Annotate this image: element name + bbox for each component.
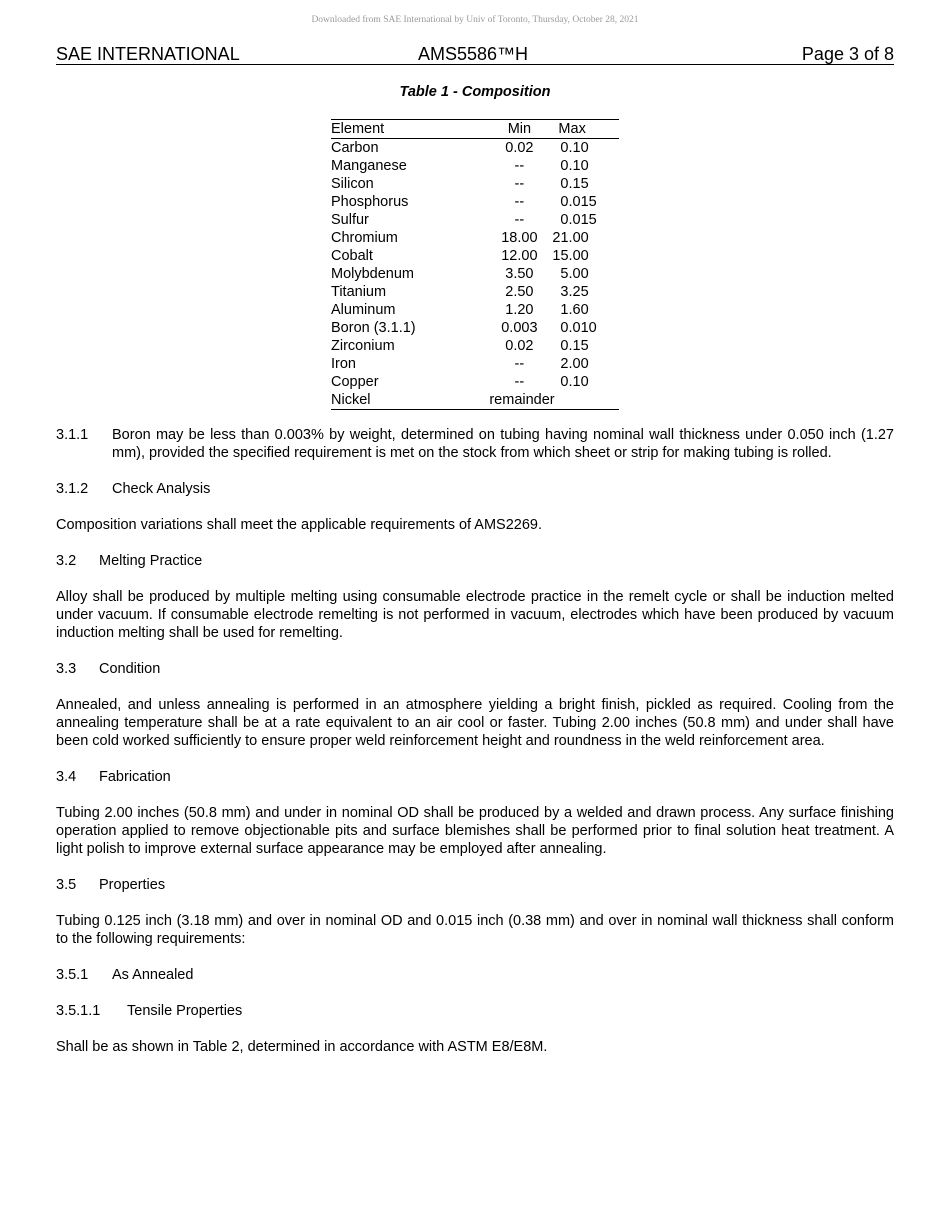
table-row bbox=[331, 157, 619, 175]
cell-max: 21.00 bbox=[552, 230, 589, 246]
cell-min: -- bbox=[514, 374, 525, 390]
cell-element: Iron bbox=[331, 356, 356, 372]
table-row bbox=[331, 301, 619, 319]
header-page-number: Page 3 of 8 bbox=[801, 44, 894, 64]
table1-title: Table 1 - Composition bbox=[399, 84, 551, 100]
table-header-row bbox=[331, 120, 619, 139]
cell-min: 3.50 bbox=[505, 266, 534, 282]
cell-min: -- bbox=[514, 194, 525, 210]
cell-min: 0.02 bbox=[505, 140, 534, 156]
table-row bbox=[331, 139, 619, 158]
cell-min: 2.50 bbox=[505, 284, 534, 300]
heading-3-3 bbox=[56, 660, 894, 678]
table-row bbox=[331, 283, 619, 301]
table-row bbox=[331, 193, 619, 211]
cell-max: 0.10 bbox=[560, 140, 589, 156]
cell-element: Cobalt bbox=[331, 248, 373, 264]
cell-max: 2.00 bbox=[560, 356, 589, 372]
cell-max: 15.00 bbox=[552, 248, 589, 264]
table-row bbox=[331, 229, 619, 247]
heading-3-1-2 bbox=[56, 480, 894, 498]
table-row-nickel bbox=[331, 391, 619, 410]
cell-max: 0.15 bbox=[560, 338, 589, 354]
cell-max: 0.010 bbox=[560, 320, 597, 336]
cell-max: 0.10 bbox=[560, 374, 589, 390]
table-row bbox=[331, 247, 619, 265]
cell-element: Carbon bbox=[331, 140, 379, 156]
download-watermark: Downloaded from SAE International by Univ of Toronto, Thursday, October 28, 2021 bbox=[311, 15, 639, 25]
cell-remainder: remainder bbox=[489, 392, 555, 408]
section-3-1-1 bbox=[56, 426, 894, 462]
cell-element: Titanium bbox=[331, 284, 387, 300]
table-row bbox=[331, 355, 619, 373]
cell-min: 1.20 bbox=[505, 302, 534, 318]
cell-element: Copper bbox=[331, 374, 379, 390]
section-title: Properties bbox=[99, 877, 166, 893]
section-title: Check Analysis bbox=[112, 481, 211, 497]
cell-min: 0.02 bbox=[505, 338, 534, 354]
cell-element: Boron (3.1.1) bbox=[331, 320, 416, 336]
header-doc-number: AMS5586™H bbox=[418, 44, 529, 64]
section-title: Fabrication bbox=[99, 769, 171, 785]
section-number: 3.3 bbox=[56, 661, 77, 677]
heading-3-5-1-1 bbox=[56, 1002, 894, 1020]
section-title: Tensile Properties bbox=[127, 1003, 243, 1019]
cell-max: 0.15 bbox=[560, 176, 589, 192]
cell-min: -- bbox=[514, 356, 525, 372]
composition-table bbox=[331, 119, 619, 410]
table-row bbox=[331, 265, 619, 283]
cell-max: 3.25 bbox=[560, 284, 589, 300]
table-row bbox=[331, 319, 619, 337]
section-title: Condition bbox=[99, 661, 161, 677]
paragraph-3-1-2: Composition variations shall meet the applicable requirements of AMS2269. bbox=[56, 517, 543, 533]
cell-element: Molybdenum bbox=[331, 266, 415, 282]
heading-3-2 bbox=[56, 552, 894, 570]
heading-3-5-1 bbox=[56, 966, 894, 984]
heading-3-5 bbox=[56, 876, 894, 894]
header-element: Element bbox=[331, 121, 385, 137]
section-number: 3.4 bbox=[56, 769, 77, 785]
header-min: Min bbox=[507, 121, 532, 137]
section-number: 3.1.2 bbox=[56, 481, 89, 497]
section-number: 3.5.1 bbox=[56, 967, 89, 983]
cell-min: -- bbox=[514, 212, 525, 228]
cell-element: Sulfur bbox=[331, 212, 369, 228]
cell-element: Aluminum bbox=[331, 302, 396, 318]
paragraph-3-3: Annealed, and unless annealing is performed in an atmosphere yielding a bright finish, pickled as required. Cooling from the annealing temperature shall be at a rate equivalent to an air cool or faster. Tubing 2.00 inches (50.8 mm) and under shall have been cold worked sufficiently to ensure proper weld reinforcement height and roundness in the weld reinforcement area. bbox=[56, 697, 894, 749]
cell-element: Zirconium bbox=[331, 338, 395, 354]
section-number: 3.5 bbox=[56, 877, 77, 893]
cell-min: 0.003 bbox=[501, 320, 538, 336]
table-row bbox=[331, 211, 619, 229]
cell-min: 12.00 bbox=[501, 248, 538, 264]
table-row bbox=[331, 373, 619, 391]
section-text: Boron may be less than 0.003% by weight, determined on tubing having nominal wall thickness under 0.050 inch (1.27 mm), provided the specified requirement is met on the stock from which sheet or strip for making tubing is rolled. bbox=[112, 427, 894, 461]
cell-max: 1.60 bbox=[560, 302, 589, 318]
cell-max: 0.015 bbox=[560, 194, 597, 210]
heading-3-4 bbox=[56, 768, 894, 786]
cell-element: Manganese bbox=[331, 158, 407, 174]
cell-min: -- bbox=[514, 176, 525, 192]
cell-max: 0.10 bbox=[560, 158, 589, 174]
cell-max: 0.015 bbox=[560, 212, 597, 228]
paragraph-3-5-1-1: Shall be as shown in Table 2, determined in accordance with ASTM E8/E8M. bbox=[56, 1039, 548, 1055]
cell-element: Silicon bbox=[331, 176, 374, 192]
cell-element: Chromium bbox=[331, 230, 398, 246]
paragraph-3-4: Tubing 2.00 inches (50.8 mm) and under in nominal OD shall be produced by a welded and drawn process. Any surface finishing operation applied to remove objectionable pits and surface blemishes shall be performed prior to final solution heat treatment. A light polish to improve external surface appearance may be employed after annealing. bbox=[56, 805, 894, 857]
document-body bbox=[56, 426, 894, 1074]
header-org: SAE INTERNATIONAL bbox=[56, 44, 240, 64]
cell-max: 5.00 bbox=[560, 266, 589, 282]
table-row bbox=[331, 175, 619, 193]
paragraph-3-2: Alloy shall be produced by multiple melting using consumable electrode practice in the remelt cycle or shall be induction melted under vacuum. If consumable electrode remelting is not performed in vacuum, electrodes which have been produced by vacuum induction melting shall be used for remelting. bbox=[56, 589, 894, 641]
paragraph-3-5: Tubing 0.125 inch (3.18 mm) and over in nominal OD and 0.015 inch (0.38 mm) and over in nominal wall thickness shall conform to the following requirements: bbox=[56, 913, 894, 947]
section-number: 3.5.1.1 bbox=[56, 1003, 101, 1019]
section-title: Melting Practice bbox=[99, 553, 203, 569]
cell-min: -- bbox=[514, 158, 525, 174]
cell-element: Phosphorus bbox=[331, 194, 409, 210]
section-number: 3.1.1 bbox=[56, 427, 89, 443]
cell-element: Nickel bbox=[331, 392, 371, 408]
section-number: 3.2 bbox=[56, 553, 77, 569]
section-title: As Annealed bbox=[112, 967, 194, 983]
header-max: Max bbox=[558, 121, 586, 137]
page-header bbox=[56, 44, 894, 65]
table-row bbox=[331, 337, 619, 355]
cell-min: 18.00 bbox=[501, 230, 538, 246]
